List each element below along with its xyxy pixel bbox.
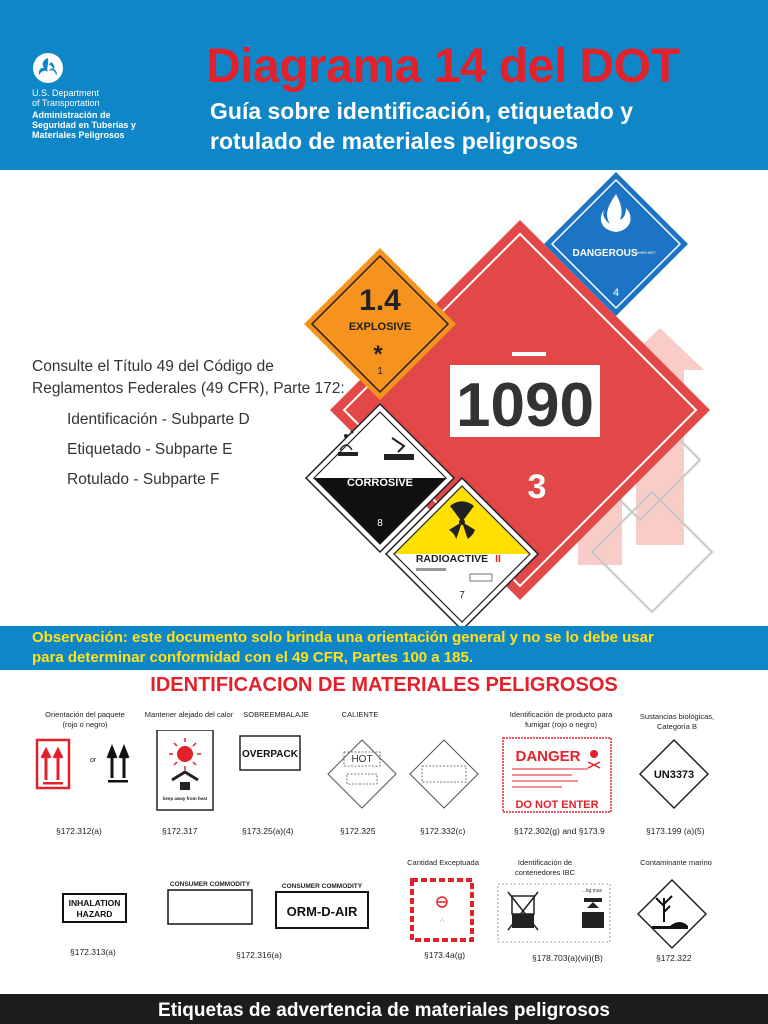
caption-line: (rojo o negro) [62, 720, 108, 729]
ibc-stack-prohibited-icon [508, 892, 538, 930]
corrosive-class-number: 8 [377, 518, 383, 529]
subtitle-line: Guía sobre identificación, etiquetado y [210, 98, 634, 124]
page-subtitle [210, 96, 760, 156]
agency-line: of Transportation [32, 98, 100, 108]
biological-caption [622, 712, 732, 732]
explosive-label: EXPLOSIVE [348, 321, 412, 333]
heat-caption: Mantener alejado del calor [144, 710, 234, 719]
fumigant-caption [496, 710, 626, 730]
caption-line: contenedores IBC [514, 868, 576, 877]
caption-line: Identificación de producto para [509, 710, 613, 719]
un3373-text: UN3373 [653, 769, 695, 781]
ibc-kg-text: ...kg max [581, 888, 603, 894]
hot-text: HOT [351, 754, 373, 765]
identification-row1-graphics [0, 730, 768, 830]
identification-row2-graphics [0, 876, 768, 956]
agency-name [32, 88, 182, 140]
cfr-reference: §172.322 [656, 953, 692, 963]
excepted-quantity-marking [412, 880, 472, 940]
cfr-reference: §172.313(a) [70, 947, 116, 957]
cfr-reference: §172.316(a) [236, 950, 282, 960]
caption-line: fumigar (rojo o negro) [524, 720, 598, 729]
svg-text:∴: ∴ [440, 918, 444, 924]
cfr-reference: §172.332(c) [420, 826, 466, 836]
elevated-temperature-marking [410, 740, 478, 808]
cfr-reference-text [32, 356, 362, 400]
caption-line: Orientación del paquete [45, 710, 125, 719]
dangerous-label: DANGEROUS [572, 248, 638, 259]
consumer-commodity-caption: CONSUMER COMMODITY [281, 883, 363, 890]
header-banner [0, 0, 768, 170]
orientation-arrows-red-icon [37, 740, 69, 788]
ibc-caption [500, 858, 590, 878]
dangerous-class-number: 4 [612, 287, 620, 299]
un-number: 1090 [456, 371, 594, 440]
excepted-quantity-caption: Cantidad Exceptuada [407, 858, 479, 867]
admin-line: Administración de [32, 110, 111, 120]
inhalation-text: INHALATION [68, 898, 121, 908]
consult-line: Reglamentos Federales (49 CFR), Parte 172: [32, 380, 345, 397]
subpart-list [67, 410, 250, 500]
overpack-caption: SOBREEMBALAJE [243, 710, 309, 719]
cfr-reference: §173.4a(g) [424, 950, 466, 960]
radioactive-category: II [495, 553, 501, 565]
agency-line: U.S. Department [32, 88, 100, 98]
heat-caption-text: keep away from heat [162, 796, 208, 801]
flammable-class-number: 3 [527, 468, 547, 506]
explosive-division: 1.4 [359, 284, 401, 317]
subpart-item: Rotulado - Subparte F [67, 471, 220, 488]
radioactive-label: RADIOACTIVE [415, 553, 489, 565]
admin-line: Seguridad en Tuberías y [32, 120, 136, 130]
subpart-item: Identificación - Subparte D [67, 411, 250, 428]
or-text: or [90, 757, 97, 764]
subpart-item: Etiquetado - Subparte E [67, 441, 233, 458]
subtitle-line: rotulado de materiales peligrosos [210, 128, 579, 154]
disclaimer-line: para determinar conformidad con el 49 CFR, Partes 100 a 185. [32, 649, 474, 666]
consult-line: Consulte el Título 49 del Código de [32, 358, 274, 375]
orientation-arrows-black-icon [108, 748, 128, 783]
danger-text: DANGER [515, 748, 581, 765]
orm-d-air-text: ORM-D-AIR [286, 904, 358, 919]
consumer-commodity-box [168, 890, 252, 924]
page-title: Diagrama 14 del DOT [206, 40, 680, 93]
marine-pollutant-marking [638, 880, 706, 948]
radioactive-class-number: 7 [459, 590, 465, 601]
explosive-star: * [373, 341, 383, 368]
placard-hero [0, 170, 768, 626]
cfr-reference: §172.302(g) and §173.9 [514, 826, 605, 836]
consumer-commodity-caption: CONSUMER COMMODITY [169, 881, 251, 888]
cfr-reference: §172.325 [340, 826, 376, 836]
do-not-enter-text: DO NOT ENTER [515, 799, 599, 811]
hazard-text: HAZARD [76, 909, 113, 919]
explosive-class-number: 1 [377, 366, 383, 377]
orientation-caption [30, 710, 140, 730]
caption-line: Identificación de [517, 858, 573, 867]
when-wet-label: WHEN WET [636, 251, 656, 255]
footer-banner: Etiquetas de advertencia de materiales peligrosos [0, 994, 768, 1024]
cfr-reference: §172.312(a) [56, 826, 102, 836]
ibc-stack-load-icon [582, 898, 604, 928]
corrosive-label: CORROSIVE [346, 477, 414, 489]
marine-pollutant-caption: Contaminante marino [640, 858, 712, 867]
admin-line: Materiales Peligrosos [32, 130, 125, 140]
caption-line: Categoría B [656, 722, 698, 731]
disclaimer-band [0, 626, 768, 670]
cfr-reference: §172.317 [162, 826, 198, 836]
disclaimer-line: Observación: este documento solo brinda una orientación general y no se lo debe usar [32, 629, 654, 646]
dot-triskelion-icon [32, 52, 64, 84]
section-title: IDENTIFICACION DE MATERIALES PELIGROSOS [150, 674, 618, 696]
cfr-reference: §178.703(a)(vii)(B) [532, 953, 603, 963]
hot-caption: CALIENTE [341, 710, 379, 719]
cfr-reference: §173.199 (a)(5) [646, 826, 705, 836]
overpack-text: OVERPACK [242, 749, 298, 760]
caption-line: Sustancias biológicas, [639, 712, 715, 721]
cfr-reference: §173.25(a)(4) [242, 826, 294, 836]
